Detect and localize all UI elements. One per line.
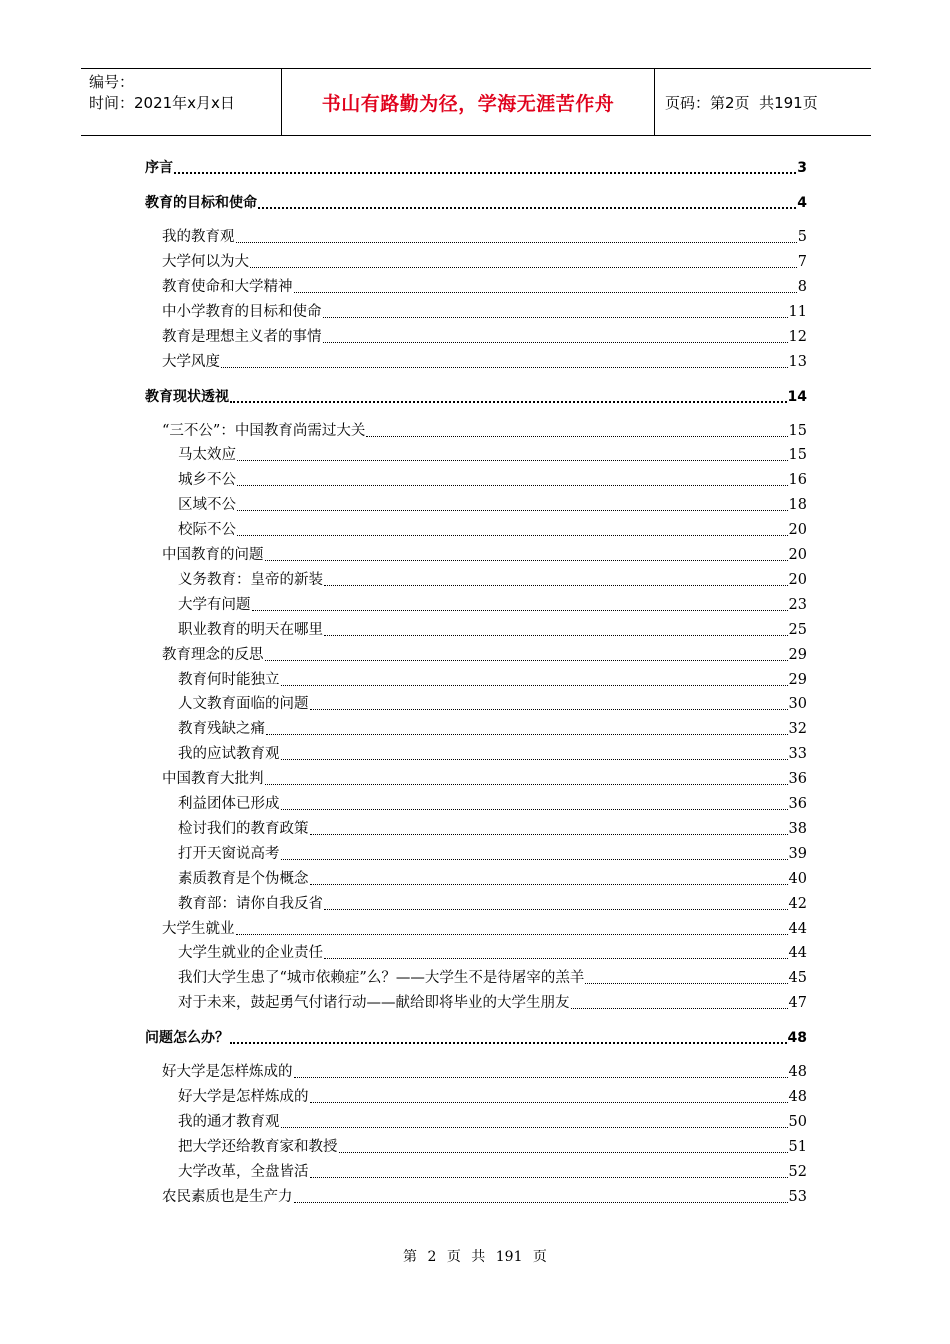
toc-entry-page: 47 [788, 995, 807, 1012]
dot-leader [281, 809, 788, 810]
toc-entry-page: 25 [788, 621, 807, 638]
toc-entry-title: 义务教育：皇帝的新装 [178, 571, 323, 588]
toc-entry-page: 11 [788, 303, 807, 320]
toc-entry-title: 中国教育大批判 [162, 771, 264, 788]
toc-entry-title: 中国教育的问题 [162, 547, 264, 563]
toc-entry[interactable] [145, 193, 807, 213]
toc-entry-page: 48 [787, 1030, 807, 1047]
dot-leader [310, 1177, 788, 1178]
toc-entry-title: 检讨我们的教育政策 [178, 820, 309, 837]
toc-entry[interactable] [145, 1062, 807, 1082]
toc-entry[interactable] [145, 570, 807, 590]
toc-entry-page: 50 [788, 1114, 807, 1130]
toc-entry[interactable] [145, 545, 807, 565]
toc-entry-page: 16 [788, 472, 807, 489]
toc-entry[interactable] [145, 919, 807, 939]
toc-entry-title: 大学改革，全盘皆活 [178, 1163, 309, 1180]
dot-leader [585, 983, 787, 984]
dot-leader [281, 685, 788, 686]
toc-entry-page: 15 [788, 422, 807, 439]
toc-entry-title: 把大学还给教育家和教授 [178, 1138, 338, 1155]
number-label: 编号： [89, 73, 135, 91]
toc-entry[interactable] [145, 819, 807, 839]
toc-entry[interactable] [145, 495, 807, 515]
toc-entry-page: 51 [788, 1138, 807, 1155]
toc-entry-title: 我的通才教育观 [178, 1114, 280, 1130]
dot-leader [237, 510, 788, 511]
dot-leader [310, 834, 788, 835]
toc-entry-page: 39 [788, 845, 807, 862]
dot-leader [571, 1008, 788, 1009]
toc-entry-page: 4 [797, 195, 807, 211]
toc-entry[interactable] [145, 993, 807, 1013]
toc-entry-title: 大学生就业 [162, 920, 235, 937]
toc-entry-title: 城乡不公 [178, 472, 236, 489]
dot-leader [236, 934, 788, 935]
toc-entry[interactable] [145, 968, 807, 988]
toc-entry-page: 30 [788, 696, 807, 713]
toc-entry[interactable] [145, 1187, 807, 1207]
toc-entry-page: 38 [788, 820, 807, 837]
toc-entry[interactable] [145, 277, 807, 297]
dot-leader [250, 267, 797, 268]
dot-leader [281, 1127, 788, 1128]
toc-entry-title: 问题怎么办？ [145, 1030, 229, 1047]
dot-leader [324, 958, 788, 959]
toc-entry[interactable] [145, 352, 807, 372]
toc-entry-page: 23 [788, 596, 807, 613]
toc-entry[interactable] [145, 595, 807, 615]
toc-entry-title: 好大学是怎样炼成的 [178, 1089, 309, 1106]
page-header [81, 68, 871, 136]
dot-leader [236, 242, 797, 243]
toc-entry[interactable] [145, 520, 807, 540]
toc-entry[interactable] [145, 1028, 807, 1048]
dot-leader [237, 535, 788, 536]
toc-entry-page: 33 [788, 746, 807, 763]
toc-entry[interactable] [145, 470, 807, 490]
header-motto: 书山有路勤为径，学海无涯苦作舟 [282, 69, 655, 135]
toc-entry-page: 12 [788, 328, 807, 345]
toc-entry-title: 教育何时能独立 [178, 671, 280, 688]
toc-entry-page: 20 [788, 522, 807, 539]
toc-entry-page: 52 [788, 1163, 807, 1180]
dot-leader [294, 1077, 788, 1078]
toc-entry-title: 教育残缺之痛 [178, 721, 265, 738]
dot-leader [281, 759, 788, 760]
toc-entry-title: 教育的目标和使命 [145, 195, 257, 211]
dot-leader [324, 635, 788, 636]
toc-entry-title: 农民素质也是生产力 [162, 1188, 293, 1205]
toc-entry[interactable] [145, 227, 807, 247]
toc-entry-page: 53 [788, 1188, 807, 1205]
dot-leader [310, 884, 788, 885]
toc-entry-title: 大学有问题 [178, 596, 251, 613]
toc-entry-title: 马太效应 [178, 447, 236, 464]
toc-entry[interactable] [145, 387, 807, 407]
dot-leader [324, 909, 788, 910]
toc-entry-page: 36 [788, 796, 807, 812]
toc-entry[interactable] [145, 302, 807, 322]
time-label: 时间：2021年x月x日 [89, 94, 235, 112]
dot-leader [258, 207, 796, 209]
dot-leader [266, 734, 788, 735]
dot-leader [221, 367, 788, 368]
toc-entry-title: 教育部：请你自我反省 [178, 895, 323, 912]
dot-leader [237, 485, 788, 486]
toc-entry-title: 教育使命和大学精神 [162, 278, 293, 295]
page-footer: 第 2 页 共 191 页 [403, 1249, 547, 1265]
toc-entry-page: 29 [788, 646, 807, 663]
toc-entry-page: 7 [797, 253, 807, 270]
toc-entry-page: 8 [797, 278, 807, 295]
header-page-info [655, 69, 871, 135]
toc-entry-title: 人文教育面临的问题 [178, 696, 309, 713]
toc-entry-page: 29 [788, 671, 807, 688]
toc-entry-title: 我的教育观 [162, 229, 235, 245]
toc-entry-page: 14 [787, 388, 807, 405]
toc-entry[interactable] [145, 869, 807, 889]
toc-entry-page: 20 [788, 547, 807, 563]
toc-entry-title: 好大学是怎样炼成的 [162, 1064, 293, 1081]
toc-entry-page: 40 [788, 870, 807, 887]
toc-entry-title: 大学何以为大 [162, 253, 249, 270]
toc-entry[interactable] [145, 1162, 807, 1182]
dot-leader [252, 610, 788, 611]
toc-entry-title: 教育是理想主义者的事情 [162, 328, 322, 345]
dot-leader [265, 560, 788, 561]
toc-entry[interactable] [145, 769, 807, 789]
toc-entry[interactable] [145, 894, 807, 914]
toc-entry-title: 职业教育的明天在哪里 [178, 621, 323, 638]
toc-entry-page: 13 [788, 353, 807, 370]
dot-leader [281, 859, 788, 860]
toc-entry-page: 18 [788, 497, 807, 514]
dot-leader [324, 585, 788, 586]
toc-entry[interactable] [145, 744, 807, 764]
toc-entry-page: 42 [788, 895, 807, 912]
toc-entry-page: 32 [788, 721, 807, 738]
dot-leader [265, 784, 788, 785]
toc-entry-page: 15 [788, 447, 807, 464]
dot-leader [265, 660, 788, 661]
toc-entry[interactable] [145, 421, 807, 441]
toc-entry-title: 我们大学生患了“城市依赖症”么？——大学生不是待屠宰的羔羊 [178, 970, 585, 987]
toc-entry-title: 打开天窗说高考 [178, 845, 280, 862]
page-label: 页码：第2页 共191页 [665, 93, 818, 112]
toc-entry-title: 我的应试教育观 [178, 746, 280, 763]
toc-entry-page: 44 [788, 920, 807, 937]
toc-entry-page: 48 [788, 1089, 807, 1106]
toc-entry-title: 序言 [145, 160, 173, 176]
dot-leader [174, 172, 796, 174]
toc-entry[interactable] [145, 1112, 807, 1132]
toc-entry[interactable] [145, 1137, 807, 1157]
toc-entry[interactable] [145, 445, 807, 465]
toc-entry-page: 3 [797, 160, 807, 176]
toc-entry-page: 48 [788, 1064, 807, 1081]
toc-entry-title: 素质教育是个伪概念 [178, 870, 309, 887]
toc-entry-title: 教育理念的反思 [162, 646, 264, 663]
dot-leader [323, 342, 788, 343]
toc-entry[interactable] [145, 327, 807, 347]
toc-entry-page: 20 [788, 571, 807, 588]
dot-leader [230, 401, 787, 403]
toc-entry[interactable] [145, 719, 807, 739]
toc-entry-title: 教育现状透视 [145, 388, 229, 405]
toc-entry[interactable] [145, 620, 807, 640]
dot-leader [237, 460, 788, 461]
toc-entry[interactable] [145, 1087, 807, 1107]
toc-entry-page: 45 [788, 970, 807, 987]
dot-leader [310, 709, 788, 710]
toc-entry[interactable] [145, 645, 807, 665]
header-meta [81, 69, 282, 135]
dot-leader [366, 436, 787, 437]
toc-entry-page: 44 [788, 945, 807, 962]
toc-entry[interactable] [145, 694, 807, 714]
dot-leader [339, 1152, 788, 1153]
toc-entry-title: 校际不公 [178, 522, 236, 539]
toc-entry[interactable] [145, 794, 807, 814]
toc-entry-title: 中小学教育的目标和使命 [162, 303, 322, 320]
toc-entry-title: “三不公”：中国教育尚需过大关 [162, 422, 366, 439]
toc-entry-title: 大学生就业的企业责任 [178, 945, 323, 962]
dot-leader [294, 1202, 788, 1203]
toc-entry-title: 对于未来，鼓起勇气付诸行动——献给即将毕业的大学生朋友 [178, 995, 570, 1012]
toc-entry[interactable] [145, 158, 807, 178]
dot-leader [294, 292, 797, 293]
toc-entry-title: 区域不公 [178, 497, 236, 514]
toc-entry-title: 利益团体已形成 [178, 796, 280, 812]
dot-leader [230, 1042, 787, 1044]
toc-entry[interactable] [145, 252, 807, 272]
dot-leader [310, 1102, 788, 1103]
toc-entry[interactable] [145, 844, 807, 864]
toc-entry-title: 大学风度 [162, 353, 220, 370]
toc-entry-page: 36 [788, 771, 807, 788]
toc-entry[interactable] [145, 670, 807, 690]
toc-entry[interactable] [145, 943, 807, 963]
toc-entry-page: 5 [797, 229, 807, 245]
dot-leader [323, 317, 788, 318]
